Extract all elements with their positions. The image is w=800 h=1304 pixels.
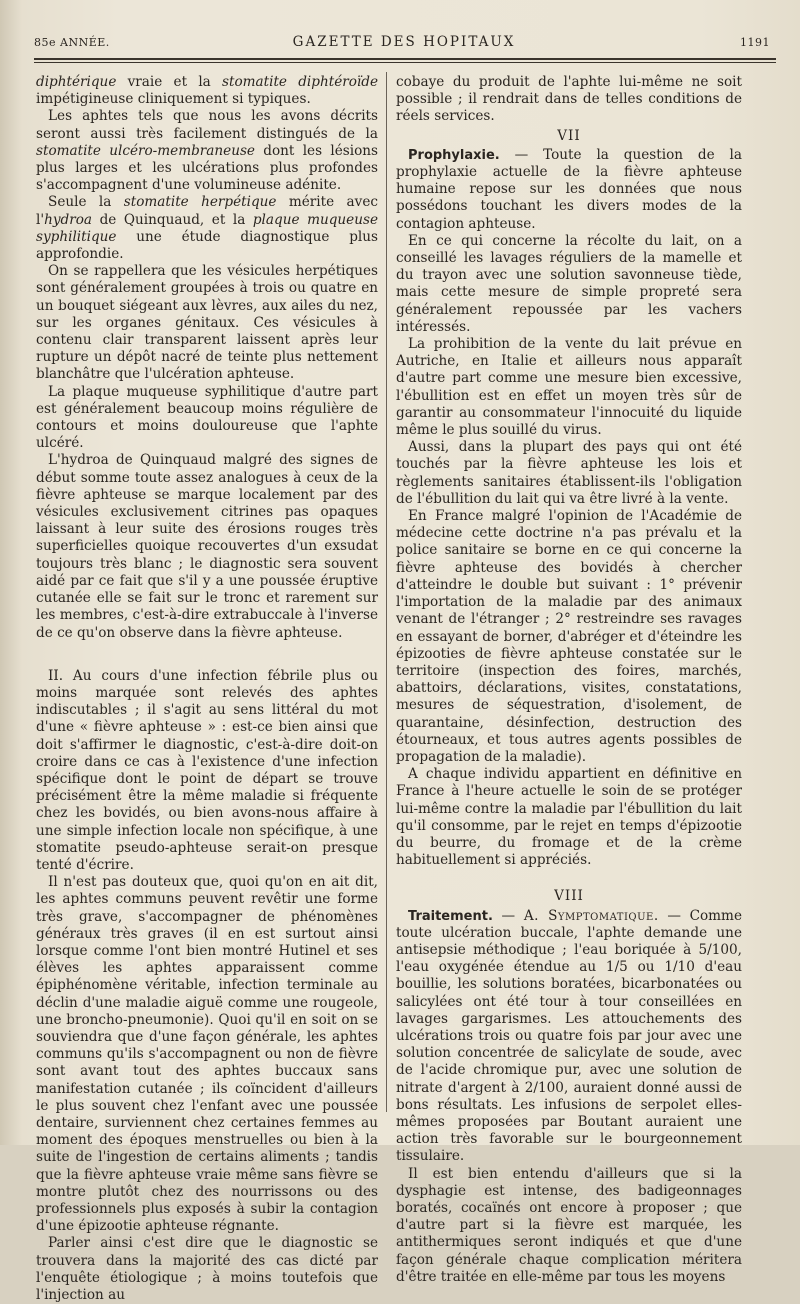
italic-term: stomatite herpétique <box>123 194 277 211</box>
subsection-label: A. Symptomatique. <box>523 907 659 924</box>
italic-term: plaque muqueuse syphilitique <box>36 211 378 245</box>
paragraph: La plaque muqueuse syphilitique d'autre part est généralement beaucoup moins régulière de contours et moins douloureuse que l'aphte ulcéré. <box>36 383 378 452</box>
text-run: Seule la <box>48 194 124 211</box>
paragraph: cobaye du produit de l'aphte lui-même ne soit possible ; il rendrait dans de telles conditions de réels services. <box>396 74 742 125</box>
text-run: dont les lésions plus larges et les ulcérations plus profondes s'accompagnent d'une volumineuse adénite. <box>36 142 378 194</box>
text-run: impétigineuse cliniquement si typiques. <box>36 91 311 108</box>
text-run: Les aphtes tels que nous les avons décrits seront aussi très facilement distingués de la <box>36 108 378 142</box>
paragraph: La prohibition de la vente du lait prévue en Autriche, en Italie et ailleurs nous apparaît d'autre part comme une mesure bien excessive, l'ébullition est en effet un moyen très sûr de garantir au consommateur l'innocuité du liquide même le plus souillé du virus. <box>396 336 742 439</box>
text-run: — Toute la question de la prophylaxie actuelle de la fièvre aphteuse humaine repose sur les données que nous possédons touchant les divers modes de la contagion aphteuse. <box>396 146 742 232</box>
paragraph <box>36 74 378 108</box>
italic-term: stomatite diphtéroïde <box>222 74 379 90</box>
journal-title: GAZETTE DES HOPITAUX <box>292 34 516 50</box>
italic-term: stomatite ulcéro-membraneuse <box>36 142 255 159</box>
paragraph: Aussi, dans la plupart des pays qui ont été touchés par la fièvre aphteuse les lois et règlements sanitaires établissent-ils l'obligation de l'ébullition du lait qui va être livré à la vente. <box>396 439 742 507</box>
section-number: VIII <box>554 888 584 905</box>
paragraph <box>36 108 378 194</box>
issue-label: 85e ANNÉE. <box>34 36 110 49</box>
paragraph <box>396 147 742 233</box>
paragraph <box>396 908 742 1166</box>
paragraph: En ce qui concerne la récolte du lait, on a conseillé les lavages réguliers de la mamelle et du trayon avec une solution savonneuse tiède, mais cette mesure de simple propreté sera généralement repoussée par les vachers intéressés. <box>396 232 742 335</box>
text-run: — Comme toute ulcération buccale, l'aphte demande une antisepsie méthodique ; l'eau boriquée à 5/100, l'eau oxygénée étendue au 1/5 ou 1/10 d'eau bouillie, les solutions boratées, bicarbonatées ou salicylées ont été tour à tour conseillées en lavages gargarismes. Les attouchements des ulcérations trois ou quatre fois par jour avec une solution concentrée de salicylate de soude, avec de l'acide chromique pur, avec une solution de nitrate d'argent à 2/100, auraient donné aussi de bons résultats. Les infusions de serpolet elles-mêmes proposées par Boutant auraient une action très favorable sur le bourgeonnement tissulaire. <box>396 907 742 1165</box>
header-rule-thick <box>34 58 776 60</box>
text-run: une étude diagnostique plus approfondie. <box>36 228 378 263</box>
section-heading: Traitement. <box>408 908 493 924</box>
spacer <box>396 869 742 886</box>
paragraph: A chaque individu appartient en définitive en France à l'heure actuelle le soin de se protéger lui-même contre la maladie par l'ébullition du lait qu'il consomme, par le rejet en temps d'épizootie du beurre, du fromage et de la crème habituellement si appréciés. <box>396 766 742 869</box>
paragraph: II. Au cours d'une infection fébrile plus ou moins marquée sont relevés des aphtes indiscutables ; il s'agit au sens littéral du mot d'une « fièvre aphteuse » : est-ce bien ainsi que doit s'affirmer le diagnostic, c'est-à-dire doit-on croire dans ce cas à l'existence d'une infection spécifique dont le point de départ se trouve précisément être la même maladie si fréquente chez les bovidés, ou bien avons-nous affaire à une simple infection locale non spécifique, à une stomatite pseudo-aphteuse serait-on presque tenté d'écrire. <box>36 667 378 873</box>
text-run: de Quinquaud, et la <box>92 211 253 228</box>
running-header <box>34 30 774 56</box>
header-rule-thin <box>34 62 776 63</box>
right-column <box>396 74 742 1286</box>
paragraph <box>36 194 378 263</box>
text-run: mérite avec l' <box>36 194 378 228</box>
spacer <box>36 642 378 668</box>
paragraph: En France malgré l'opinion de l'Académie de médecine cette doctrine n'a pas prévalu et la police sanitaire se borne en ce qui concerne la fièvre aphteuse des bovidés à chercher d'atteindre le double but suivant : 1° prévenir l'importation de la maladie par des animaux venant de l'étranger ; 2° restreindre ses ravages en essayant de borner, d'abréger et d'éteindre les épizooties de fièvre aphteuse constatée sur le territoire (inspection des foires, marchés, abattoirs, déclarations, visites, constatations, mesures de séquestration, d'isolement, de quarantaine, désinfection, destruction des étourneaux, et tous autres agents possibles de propagation de la maladie). <box>396 508 742 765</box>
paragraph: Il n'est pas douteux que, quoi qu'on en ait dit, les aphtes communs peuvent revêtir une forme très grave, s'accompagner de phénomènes généraux très graves (il en est surtout ainsi lorsque comme l'ont bien montré Hutinel et ses élèves les aphtes apparaissent comme épiphénomène véritable, infection terminale au déclin d'une maladie aiguë comme une rougeole, une broncho-pneumonie). Quoi qu'il en soit on se souviendra que d'une façon générale, les aphtes communs qu'ils s'accompagnent ou non de fièvre sont avant tout des aphtes buccaux sans manifestation cutanée ; ils coïncident d'ailleurs le plus souvent chez l'enfant avec une poussée dentaire, surviennent chez certaines femmes au moment des époques menstruelles ou bien à la suite de l'ingestion de certains aliments ; tandis que la fièvre aphteuse vraie même sans fièvre se montre plutôt chez des nourrissons ou des professionnels plus exposés à subir la contagion d'une épizootie aphteuse régnante. <box>36 874 378 1235</box>
paragraph: Parler ainsi c'est dire que le diagnostic se trouvera dans la majorité des cas dicté par l'enquête étiologique ; à moins toutefois que l'injection au <box>36 1235 378 1304</box>
column-divider <box>386 72 387 1112</box>
italic-term: diphtérique <box>36 74 117 90</box>
paragraph: Il est bien entendu d'ailleurs que si la dysphagie est intense, des badigeonnages boratés, cocaïnés ont encore à proposer ; que d'autre part si la fièvre est marquée, les antithermiques seront indiqués et que d'une façon générale chaque complication méritera d'être traitée en elle-même par tous les moyens <box>396 1165 742 1285</box>
section-heading: Prophylaxie. <box>408 147 500 163</box>
paragraph: On se rappellera que les vésicules herpétiques sont généralement groupées à trois ou quatre en un bouquet siégeant aux lèvres, aux ailes du nez, sur les organes génitaux. Ces vésicules à contenu clair transparent laissent après leur rupture un dépôt nacré de teinte plus nettement blanchâtre que l'ulcération aphteuse. <box>36 263 378 383</box>
paragraph: L'hydroa de Quinquaud malgré des signes de début somme toute assez analogues à ceux de la fièvre aphteuse se marque localement par des vésicules exclusivement citrines pas opaques laissant à leur suite des érosions rouges très superficielles quoique recouvertes d'un exsudat toujours très blanc ; le diagnostic sera souvent aidé par ce fait que s'il y a une poussée éruptive cutanée elle se fait sur le tronc et rarement sur les membres, c'est-à-dire extrabuccale à l'inverse de ce qu'on observe dans la fièvre aphteuse. <box>36 452 378 641</box>
page-number: 1191 <box>740 36 770 49</box>
text-run: vraie et la <box>116 74 223 90</box>
italic-term: hydroa <box>44 211 93 228</box>
left-column <box>36 74 378 1304</box>
section-number: VII <box>557 127 581 144</box>
text-run: — <box>492 907 524 924</box>
